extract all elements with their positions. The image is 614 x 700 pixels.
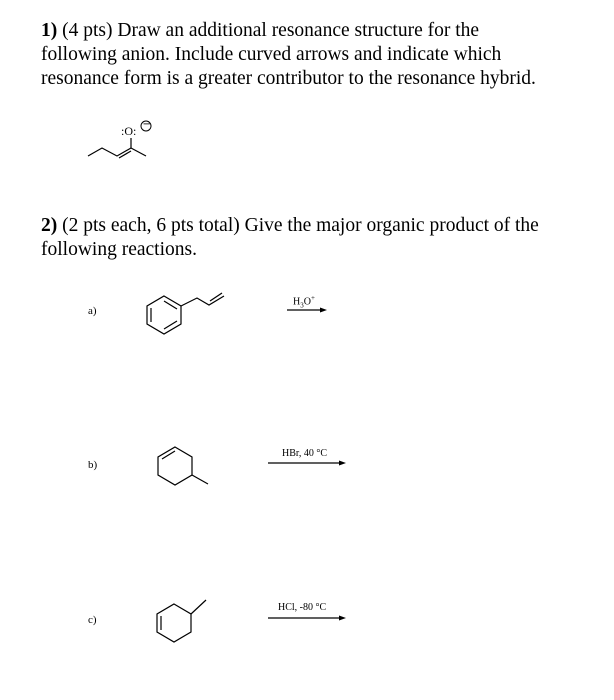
question-1-number: 1) [41,20,58,41]
question-1-line-3: resonance form is a greater contributor to the resonance hybrid. [41,68,536,89]
reaction-c-label: c) [88,614,97,626]
question-1-line-1: 1) (4 pts) Draw an additional resonance structure for the [41,20,480,41]
negative-charge-symbol: − [142,119,151,130]
reaction-c-molecule [157,600,206,642]
question-2-line-2: following reactions. [41,239,197,260]
reaction-a-arrowhead [320,308,327,313]
reaction-b-arrowhead [339,461,346,466]
reaction-a-label: a) [88,305,97,317]
reaction-c-arrowhead [339,616,346,621]
oxygen-label: :O: [121,124,137,138]
reaction-b-reagent: HBr, 40 °C [282,448,327,459]
reaction-c-reagent: HCl, -80 °C [278,602,327,613]
question-2-line-1: 2) (2 pts each, 6 pts total) Give the major organic product of the [41,215,539,236]
reaction-b-label: b) [88,459,98,471]
reaction-b-molecule [158,447,208,485]
question-2-number: 2) [41,215,58,236]
question-1-line-2: following anion. Include curved arrows and indicate which [41,44,502,65]
reaction-a-reagent: $H_3O^+$ [293,294,315,310]
reaction-a-molecule [147,293,224,334]
